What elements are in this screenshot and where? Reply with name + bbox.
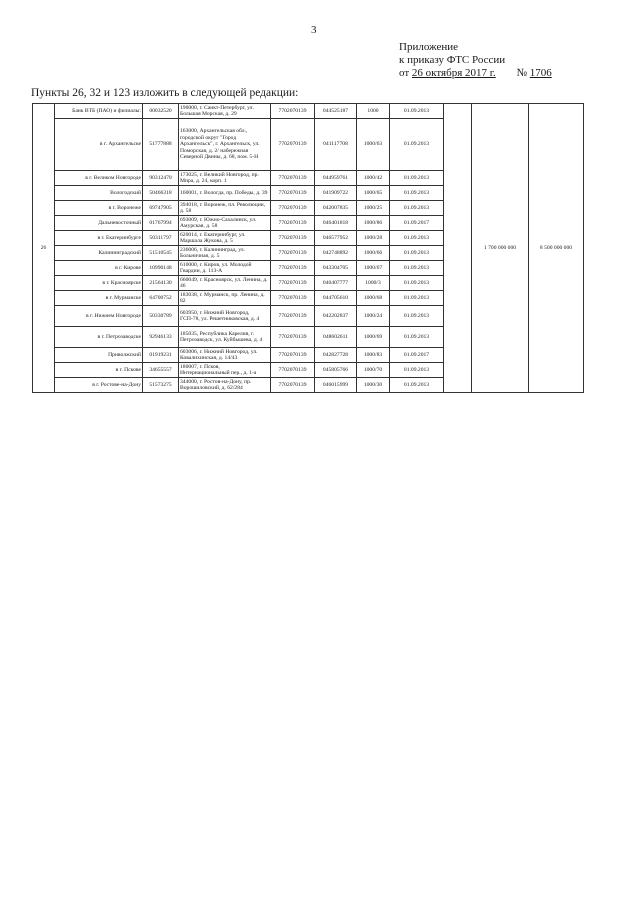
date-value: 01.09.2013 [390,246,444,261]
date-value: 01.09.2013 [390,291,444,306]
okpo-code: 10990148 [143,261,179,276]
inn-code: 7702070139 [271,231,315,246]
branch-address: 160001, г. Вологда, пр. Победы, д. 39 [179,186,271,201]
branch-name: в г. Кирове [55,261,143,276]
empty-cell [444,104,472,393]
sum-amount-2: 8 500 000 000 [529,104,584,393]
branch-name: в г. Петрозаводске [55,327,143,348]
okpo-code: 90312470 [143,171,179,186]
branch-address: 394018, г. Воронеж, пл. Революции, д. 58 [179,201,271,216]
branch-name: в г. Нижнем Новгороде [55,306,143,327]
branch-name: Приволжский [55,348,143,363]
inn-code: 7702070139 [271,246,315,261]
reg-number: 1000/86 [357,216,390,231]
branch-name: в г. Красноярске [55,276,143,291]
branch-name: в г. Архангельске [55,119,143,171]
reg-number: 1000/69 [357,327,390,348]
reg-number: 1000/65 [357,186,390,201]
branch-name: в г. Мурманске [55,291,143,306]
date-value: 01.09.2013 [390,261,444,276]
reg-number: 1000/28 [357,231,390,246]
reg-number: 1000/63 [357,119,390,171]
reg-number: 1000/3 [357,276,390,291]
branch-name: Вологодский [55,186,143,201]
appendix-title: Приложение [399,41,459,53]
branch-name: в г. Пскове [55,363,143,378]
branch-address: 163000, Архангельская обл., городской округ "Город Архангельск", г. Архангельск, ул. Поморская, д. 2/ набережная Северной Двины, д. 68, пом. 5-Н [179,119,271,171]
bik-code: 044959761 [315,171,357,186]
branch-address: 190000, г. Санкт-Петербург, ул. Большая Морская, д. 29 [179,104,271,119]
okpo-code: 69747905 [143,201,179,216]
okpo-code: 92946133 [143,327,179,348]
reg-number: 1000 [357,104,390,119]
date-value: 01.09.2013 [390,363,444,378]
date-value: 01.09.2013 [390,327,444,348]
banks-table [32,103,584,393]
bik-code: 042827728 [315,348,357,363]
intro-text: Пункты 26, 32 и 123 изложить в следующей редакции: [31,87,299,99]
okpo-code: 01767994 [143,216,179,231]
order-number-label: № [516,67,528,79]
inn-code: 7702070139 [271,363,315,378]
appendix-header [399,41,552,80]
okpo-code: 01919231 [143,348,179,363]
branch-name: Дальневосточный [55,216,143,231]
date-value: 01.09.2013 [390,186,444,201]
table-row [33,104,584,119]
reg-number: 1000/25 [357,201,390,216]
inn-code: 7702070139 [271,104,315,119]
inn-code: 7702070139 [271,119,315,171]
bik-code: 045805766 [315,363,357,378]
page-number: 3 [311,24,317,36]
date-value: 01.09.2013 [390,276,444,291]
bik-code: 046015999 [315,378,357,393]
bik-code: 042202837 [315,306,357,327]
bik-code: 041909722 [315,186,357,201]
branch-name: в г. Великом Новгороде [55,171,143,186]
reg-number: 1000/42 [357,171,390,186]
bik-code: 046401818 [315,216,357,231]
branch-address: 620014, г. Екатеринбург, ул. Маршала Жукова, д. 5 [179,231,271,246]
reg-number: 1000/67 [357,261,390,276]
okpo-code: 34655557 [143,363,179,378]
okpo-code: 50330789 [143,306,179,327]
branch-address: 603006, г. Нижний Новгород, ул. Ковалихинская, д. 14/43 [179,348,271,363]
inn-code: 7702070139 [271,327,315,348]
branch-name: в г. Ростове-на-Дону [55,378,143,393]
bik-code: 040407777 [315,276,357,291]
date-value: 01.09.2013 [390,306,444,327]
date-value: 01.09.2013 [390,171,444,186]
bik-code: 048602611 [315,327,357,348]
inn-code: 7702070139 [271,216,315,231]
branch-address: 185035, Республика Карелия, г. Петрозаводск, ул. Куйбышева, д. 4 [179,327,271,348]
inn-code: 7702070139 [271,201,315,216]
branch-address: 173025, г. Великий Новгород, пр. Мира, д. 24, корп. 1 [179,171,271,186]
date-value: 01.09.2013 [390,201,444,216]
branch-name: в г. Воронеже [55,201,143,216]
date-value: 01.09.2017 [390,348,444,363]
okpo-code: 64700752 [143,291,179,306]
branch-address: 693009, г. Южно-Сахалинск, ул. Амурская, д. 58 [179,216,271,231]
inn-code: 7702070139 [271,276,315,291]
reg-number: 1000/24 [357,306,390,327]
okpo-code: 50466318 [143,186,179,201]
order-prefix: от [399,67,410,79]
reg-number: 1000/68 [357,291,390,306]
sum-amount-1: 1 700 000 000 [472,104,529,393]
inn-code: 7702070139 [271,261,315,276]
order-line [399,67,552,80]
branch-address: 183038, г. Мурманск, пр. Ленина, д. 82 [179,291,271,306]
bik-code: 041117708 [315,119,357,171]
branch-address: 180007, г. Псков, Интернациональный пер., д. 1-а [179,363,271,378]
item-number: 26 [33,104,55,393]
branch-address: 236006, г. Калининград, ул. Больничная, д. 5 [179,246,271,261]
reg-number: 1000/83 [357,348,390,363]
inn-code: 7702070139 [271,306,315,327]
date-value: 01.09.2013 [390,104,444,119]
bik-code: 044705610 [315,291,357,306]
okpo-code: 50311797 [143,231,179,246]
branch-name: в г. Екатеринбурге [55,231,143,246]
inn-code: 7702070139 [271,348,315,363]
inn-code: 7702070139 [271,291,315,306]
bik-code: 046577952 [315,231,357,246]
okpo-code: 51510545 [143,246,179,261]
order-number: 1706 [529,67,552,79]
branch-name: Калининградский [55,246,143,261]
branch-address: 660049, г. Красноярск, ул. Ленина, д. 46 [179,276,271,291]
inn-code: 7702070139 [271,378,315,393]
bik-code: 043304705 [315,261,357,276]
branch-address: 344000, г. Ростов-на-Дону, пр. Ворошиловский, д. 62/284 [179,378,271,393]
inn-code: 7702070139 [271,186,315,201]
okpo-code: 21564130 [143,276,179,291]
bik-code: 044525187 [315,104,357,119]
branch-address: 603950, г. Нижний Новгород, ГСП-78, ул. Решетниковская, д. 4 [179,306,271,327]
date-value: 01.09.2017 [390,216,444,231]
okpo-code: 51573275 [143,378,179,393]
branch-address: 610000, г. Киров, ул. Молодой Гвардии, д. 113-А [179,261,271,276]
inn-code: 7702070139 [271,171,315,186]
bik-code: 042007835 [315,201,357,216]
bik-code: 042748892 [315,246,357,261]
date-value: 01.09.2013 [390,231,444,246]
appendix-order-ref: к приказу ФТС России [399,54,506,66]
okpo-code: 51777888 [143,119,179,171]
reg-number: 1000/66 [357,246,390,261]
date-value: 01.09.2013 [390,378,444,393]
okpo-code: 00032520 [143,104,179,119]
branch-name: Банк ВТБ (ПАО) и филиалы: [55,104,143,119]
reg-number: 1000/30 [357,378,390,393]
order-date: 26 октября 2017 г. [411,67,496,79]
reg-number: 1000/70 [357,363,390,378]
date-value: 01.09.2013 [390,119,444,171]
